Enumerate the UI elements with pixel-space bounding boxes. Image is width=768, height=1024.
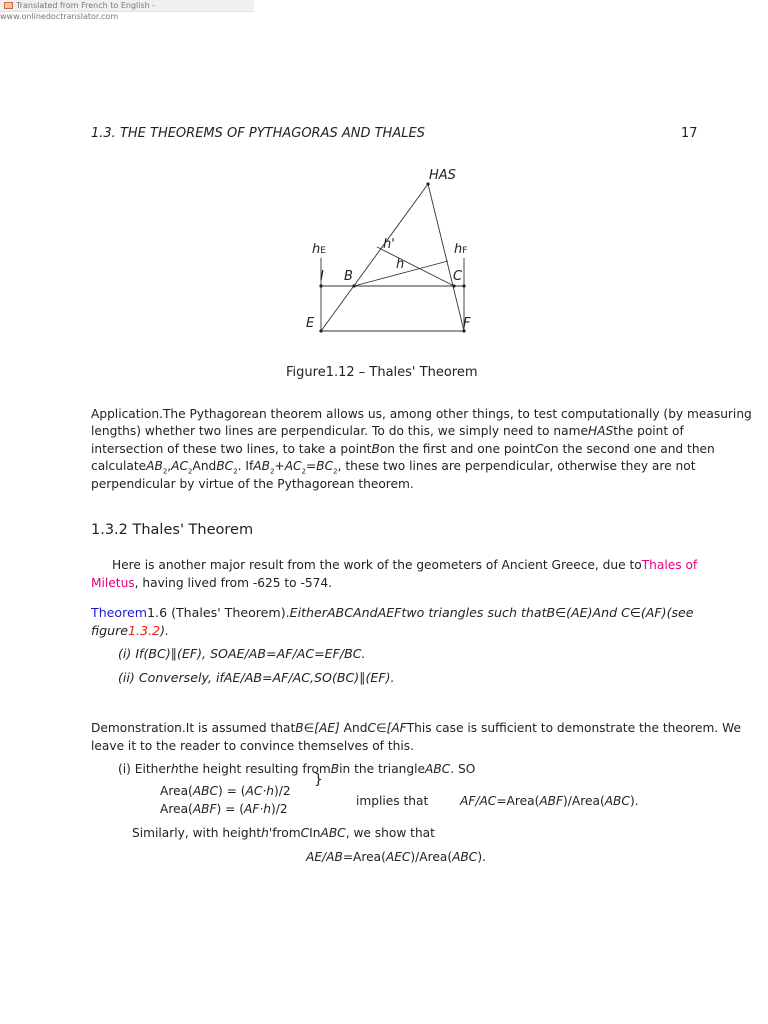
label-h: h <box>396 257 405 272</box>
point-c <box>452 284 455 287</box>
translator-banner[interactable] <box>0 0 254 21</box>
miletus-link[interactable]: Miletus <box>91 576 135 590</box>
label-c: C <box>453 269 463 284</box>
area-abc: Area(ABC) = (AC·h)/2 <box>160 784 291 798</box>
theorem-part-i: (i) If(BC)∥(EF), SOAE/AB=AF/AC=EF/BC. <box>118 646 366 661</box>
line-ae <box>321 184 428 331</box>
theorem-statement-cont: figure1.3.2). <box>91 623 170 638</box>
line-af <box>428 184 464 331</box>
implies-text: implies that <box>356 794 429 808</box>
label-i: I <box>320 269 324 284</box>
figure-ref-link[interactable]: 1.3.2 <box>128 623 161 638</box>
label-hf: hF <box>454 242 468 257</box>
label-b: B <box>344 269 353 284</box>
document-translate-icon <box>4 2 13 9</box>
page-number: 17 <box>681 126 698 141</box>
thales-figure <box>290 160 490 340</box>
demo-line-1: Demonstration.It is assumed thatB∈[AE] AndC∈[AFThis case is sufficient to demonstrate the theorem. We <box>91 721 741 735</box>
figure-caption: Figure1.12 – Thales' Theorem <box>286 365 478 380</box>
application-line-4: $calculateAB_2,AC_2AndBC_2$. $IfAB_2+AC_2=BC_2$, these two lines are perpendicular, otherwise they are not <box>91 459 696 476</box>
label-h-prime: h' <box>383 237 395 252</box>
section-heading: 1.3.2 Thales' Theorem <box>91 522 254 538</box>
theorem-statement: Theorem1.6 (Thales' Theorem).EitherABCAndAEFtwo triangles such thatB∈(AE)And C∈(AF)(see <box>91 605 694 620</box>
final-equation: AE/AB=Area(AEC)/Area(ABC). <box>306 850 486 864</box>
ratio-result: AF/AC=Area(ABF)/Area(ABC). <box>460 794 639 808</box>
running-title: 1.3. THE THEOREMS OF PYTHAGORAS AND THALES <box>91 126 425 141</box>
application-line-3: intersection of these two lines, to take a pointBon the first and one pointCon the second one and then <box>91 442 715 456</box>
demo-part-i: (i) Eitherhthe height resulting fromBin the triangleABC. SO <box>118 762 476 776</box>
similarly-line: Similarly, with heighth'fromCInABC, we show that <box>132 826 435 840</box>
application-line-1: Application.The Pythagorean theorem allows us, among other things, to test computationally (by measuring <box>91 407 752 421</box>
point-e <box>319 329 322 332</box>
height-h-prime <box>377 247 454 286</box>
label-e: E <box>306 316 315 331</box>
thales-link[interactable]: Thales of <box>641 558 698 572</box>
thales-diagram <box>290 160 490 340</box>
area-abf: Area(ABF) = (AF·h)/2 <box>160 802 288 816</box>
application-line-2: lengths) whether two lines are perpendicular. To do this, we simply need to nameHASthe point of <box>91 424 684 438</box>
intro-line-2: Miletus, having lived from -625 to -574. <box>91 576 333 590</box>
demo-line-2: leave it to the reader to convince themselves of this. <box>91 739 414 753</box>
intro-line-1: Here is another major result from the work of the geometers of Ancient Greece, due toThales of <box>112 558 698 572</box>
label-f: F <box>463 316 471 331</box>
theorem-link[interactable]: Theorem <box>91 605 148 620</box>
label-he: hE <box>312 242 326 257</box>
point-i <box>319 284 322 287</box>
point-b <box>352 284 355 287</box>
point-hf-c <box>462 284 465 287</box>
translator-banner-text: Translated from French to English - www.onlinedoctranslator.com <box>0 1 156 21</box>
application-line-5: perpendicular by virtue of the Pythagorean theorem. <box>91 477 414 491</box>
brace: } <box>314 772 323 788</box>
theorem-part-ii: (ii) Conversely, ifAE/AB=AF/AC,SO(BC)∥(EF). <box>118 670 395 685</box>
label-top: HAS <box>429 168 456 183</box>
